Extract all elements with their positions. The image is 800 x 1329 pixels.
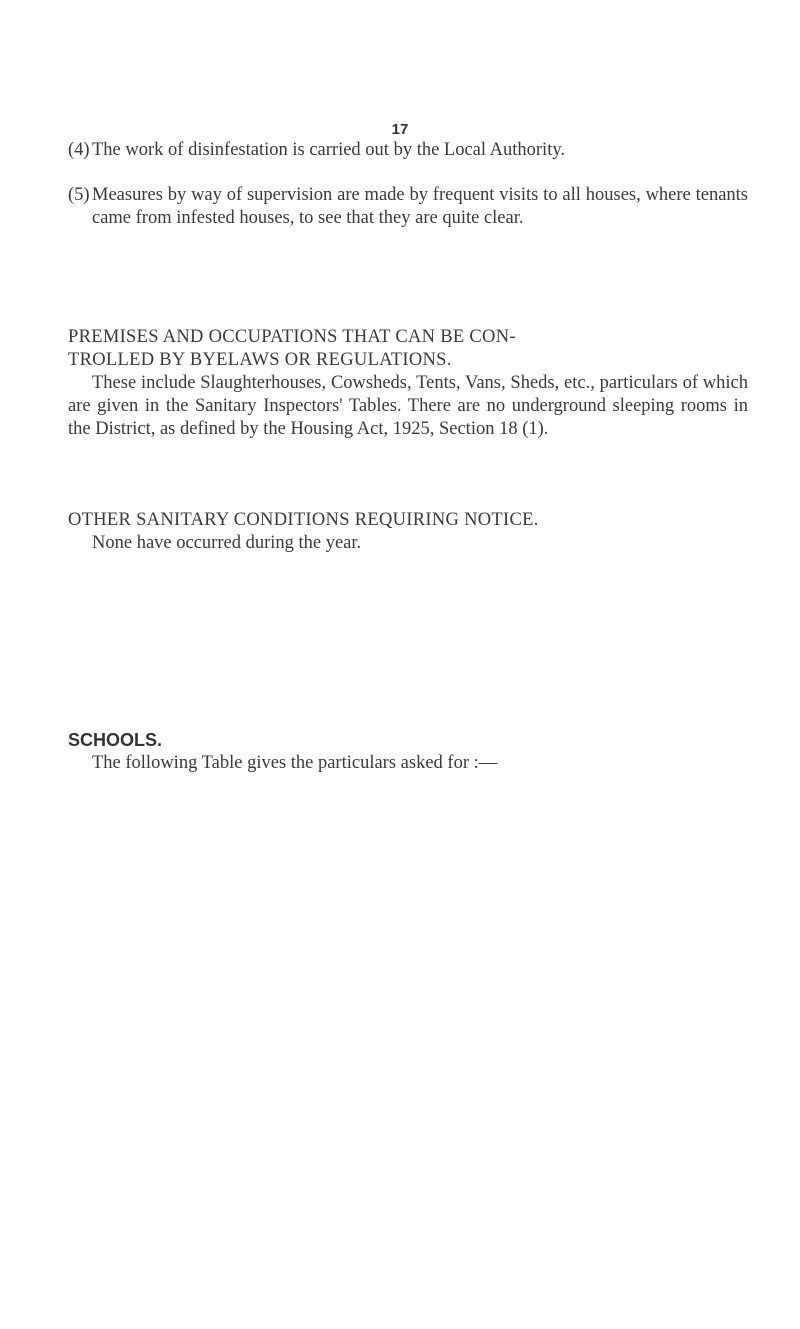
premises-heading-line-1: PREMISES AND OCCUPATIONS THAT CAN BE CON-: [68, 327, 516, 347]
premises-heading-line-2: TROLLED BY BYELAWS OR REGULATIONS.: [68, 350, 452, 370]
schools-heading: SCHOOLS.: [68, 730, 163, 750]
premises-heading: [68, 326, 748, 372]
item-text: Measures by way of supervision are made by frequent visits to all houses, where tenants came from infested houses, to see that they are quite clear.: [92, 185, 748, 228]
other-conditions-paragraph: None have occurred during the year.: [92, 533, 362, 553]
schools-paragraph: The following Table gives the particulars asked for :—: [92, 753, 498, 773]
other-conditions-heading: OTHER SANITARY CONDITIONS REQUIRING NOTICE.: [68, 510, 539, 530]
premises-paragraph: These include Slaughterhouses, Cowsheds, Tents, Vans, Sheds, etc., particulars of which are given in the Sanitary Inspectors' Tables. There are no underground sleeping rooms in the District, as defined by the Housing Act, 1925, Section 18 (1).: [68, 373, 748, 439]
item-number: (5): [68, 185, 90, 205]
page-number: 17: [391, 121, 409, 138]
item-text: The work of disinfestation is carried out by the Local Authority.: [92, 140, 566, 160]
list-item-5: [68, 184, 748, 230]
list-item-4: [68, 139, 748, 162]
item-number: (4): [68, 140, 90, 160]
